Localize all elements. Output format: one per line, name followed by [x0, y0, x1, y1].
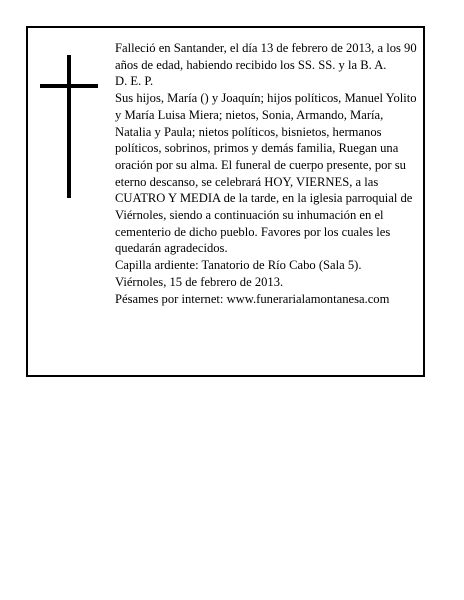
cross-vertical-bar — [67, 55, 71, 198]
family-and-funeral-details: Sus hijos, María () y Joaquín; hijos políticos, Manuel Yolito y María Luisa Miera; nietos, Sonia, Armando, María, Natalia y Paula; nietos políticos, bisnietos, hermanos políticos, sobrinos, primos y demás familia, Ruegan una oración por su alma. El funeral de cuerpo presente, por su eterno descanso, se celebrará HOY, VIERNES, a las CUATRO Y MEDIA de la tarde, en la iglesia parroquial de Viérnoles, siendo a continuación su inhumación en el cementerio de dicho pueblo. Favores por los cuales les quedarán agradecidos. — [115, 91, 417, 256]
place-and-date: Viérnoles, 15 de febrero de 2013. — [115, 274, 284, 289]
cross-icon — [40, 55, 98, 198]
cross-horizontal-bar — [40, 84, 98, 88]
obituary-notice — [26, 26, 425, 377]
death-announcement: Falleció en Santander, el día 13 de febrero de 2013, a los 90 años de edad, habiendo recibido los SS. SS. y la B. A. — [115, 41, 417, 72]
online-condolences: Pésames por internet: www.funerarialamontanesa.com — [115, 291, 390, 306]
rest-in-peace: D. E. P. — [115, 74, 154, 89]
wake-location: Capilla ardiente: Tanatorio de Río Cabo (Sala 5). — [115, 258, 362, 273]
obituary-text — [115, 40, 421, 307]
